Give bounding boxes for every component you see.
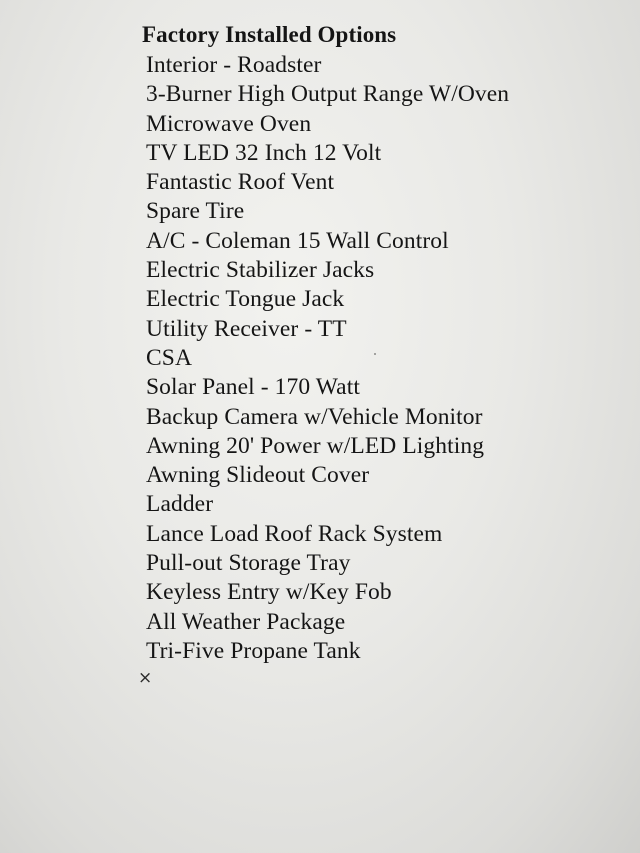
paper-speck	[374, 353, 376, 355]
list-item: All Weather Package	[146, 608, 346, 635]
list-item: Lance Load Roof Rack System	[146, 520, 443, 547]
list-item: Pull-out Storage Tray	[146, 550, 351, 577]
list-item: Spare Tire	[146, 198, 245, 225]
list-item: Utility Receiver - TT	[146, 315, 347, 342]
list-item: TV LED 32 Inch 12 Volt	[146, 139, 382, 166]
list-item: CSA	[146, 344, 193, 371]
list-item: Awning Slideout Cover	[146, 462, 370, 489]
list-item: Awning 20' Power w/LED Lighting	[146, 432, 485, 459]
list-item: Solar Panel - 170 Watt	[146, 374, 360, 401]
list-item: Tri-Five Propane Tank	[146, 637, 361, 664]
list-item: Keyless Entry w/Key Fob	[146, 579, 392, 606]
options-heading: Factory Installed Options	[142, 22, 397, 47]
list-item: Ladder	[146, 491, 214, 518]
x-mark: ×	[138, 668, 153, 688]
options-list	[146, 51, 509, 666]
list-item: Fantastic Roof Vent	[146, 169, 335, 196]
list-item: Microwave Oven	[146, 110, 312, 137]
list-item: 3-Burner High Output Range W/Oven	[146, 81, 510, 108]
list-item: Backup Camera w/Vehicle Monitor	[146, 403, 483, 430]
list-item: Electric Tongue Jack	[146, 286, 345, 313]
list-item: Interior - Roadster	[146, 52, 322, 78]
list-item: A/C - Coleman 15 Wall Control	[146, 227, 449, 254]
list-item: Electric Stabilizer Jacks	[146, 257, 375, 284]
